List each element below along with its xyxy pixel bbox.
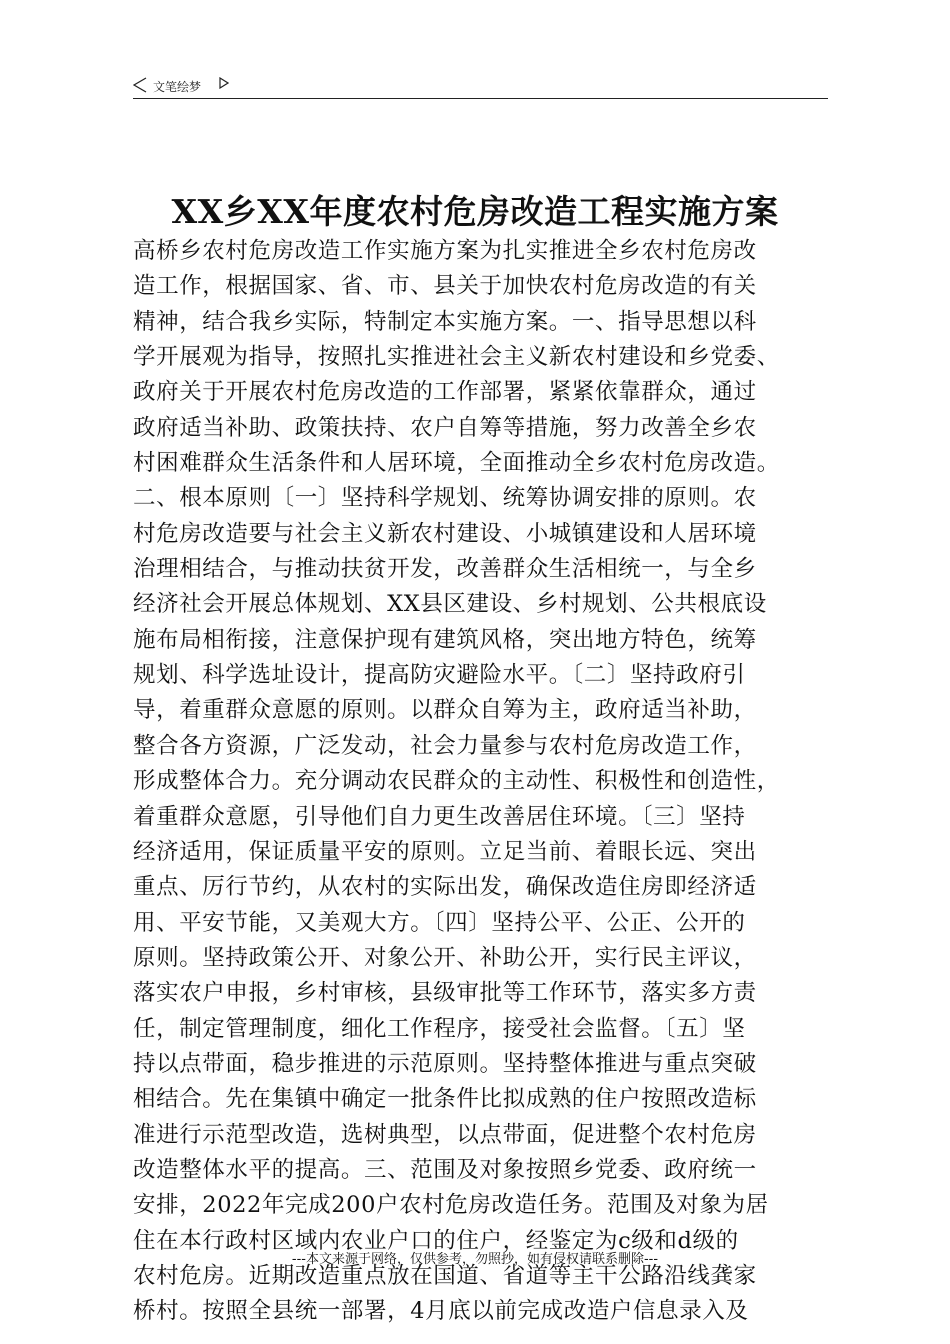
triangle-right-icon [219,77,229,89]
body-line: 改造整体水平的提高。三、范围及对象按照乡党委、政府统一 [133,1156,757,1183]
body-line: 持以点带面，稳步推进的示范原则。坚持整体推进与重点突破 [133,1050,757,1077]
body-line: 学开展观为指导，按照扎实推进社会主义新农村建设和乡党委、 [133,344,780,371]
page-footer: ---本文来源于网络，仅供参考，勿照抄，如有侵权请联系删除--- [291,1252,659,1267]
body-line: 村困难群众生活条件和人居环境，全面推动全乡农村危房改造。 [133,450,780,477]
body-line: 用、平安节能，又美观大方。〔四〕坚持公平、公正、公开的 [133,909,746,936]
body-line: 着重群众意愿，引导他们自力更生改善居住环境。〔三〕坚持 [133,803,746,830]
body-line: 经济适用，保证质量平安的原则。立足当前、着眼长远、突出 [133,838,757,865]
page-header [133,74,828,99]
body-line: 重点、厉行节约，从农村的实际出发，确保改造住房即经济适 [133,874,757,901]
document-body [133,234,841,1330]
body-line: 形成整体合力。充分调动农民群众的主动性、积极性和创造性， [133,768,780,795]
body-line: 准进行示范型改造，选树典型，以点带面，促进整个农村危房 [133,1121,757,1148]
body-line: 造工作，根据国家、省、市、县关于加快农村危房改造的有关 [133,273,757,300]
body-line: 住在本行政村区域内农业户口的住户，经鉴定为c级和d级的 [133,1227,739,1254]
body-line: 施布局相衔接，注意保护现有建筑风格，突出地方特色，统筹 [133,626,757,653]
body-line: 精神，结合我乡实际，特制定本实施方案。一、指导思想以科 [133,308,757,335]
body-line: 相结合。先在集镇中确定一批条件比拟成熟的住户按照改造标 [133,1086,757,1113]
document-title: XX乡XX年度农村危房改造工程实施方案 [171,192,779,231]
triangle-left-icon [133,77,147,93]
body-line: 二、根本原则〔一〕坚持科学规划、统筹协调安排的原则。农 [133,485,757,512]
body-line: 治理相结合，与推动扶贫开发，改善群众生活相统一，与全乡 [133,556,757,583]
body-line: 农村危房。近期改造重点放在国道、省道等主干公路沿线龚家 [133,1262,757,1289]
body-line: 桥村。按照全县统一部署，4月底以前完成改造户信息录入及 [133,1298,749,1325]
body-line: 原则。坚持政策公开、对象公开、补助公开，实行民主评议， [133,944,757,971]
body-line: 规划、科学选址设计，提高防灾避险水平。〔二〕坚持政府引 [133,662,746,689]
body-line: 整合各方资源，广泛发动，社会力量参与农村危房改造工作， [133,732,757,759]
body-line: 政府适当补助、政策扶持、农户自筹等措施，努力改善全乡农 [133,414,757,441]
body-line: 高桥乡农村危房改造工作实施方案为扎实推进全乡农村危房改 [133,238,757,264]
body-line: 村危房改造要与社会主义新农村建设、小城镇建设和人居环境 [133,520,757,547]
body-line: 安排，2022年完成200户农村危房改造任务。范围及对象为居 [133,1192,769,1219]
body-line: 政府关于开展农村危房改造的工作部署，紧紧依靠群众，通过 [133,379,757,406]
body-line: 导，着重群众意愿的原则。以群众自筹为主，政府适当补助， [133,697,757,724]
header-brand: 文笔绘梦 [153,80,202,94]
body-line: 任，制定管理制度，细化工作程序，接受社会监督。〔五〕坚 [133,1015,746,1042]
body-line: 经济社会开展总体规划、XX县区建设、乡村规划、公共根底设 [133,591,767,618]
body-line: 落实农户申报，乡村审核，县级审批等工作环节，落实多方责 [133,980,757,1007]
